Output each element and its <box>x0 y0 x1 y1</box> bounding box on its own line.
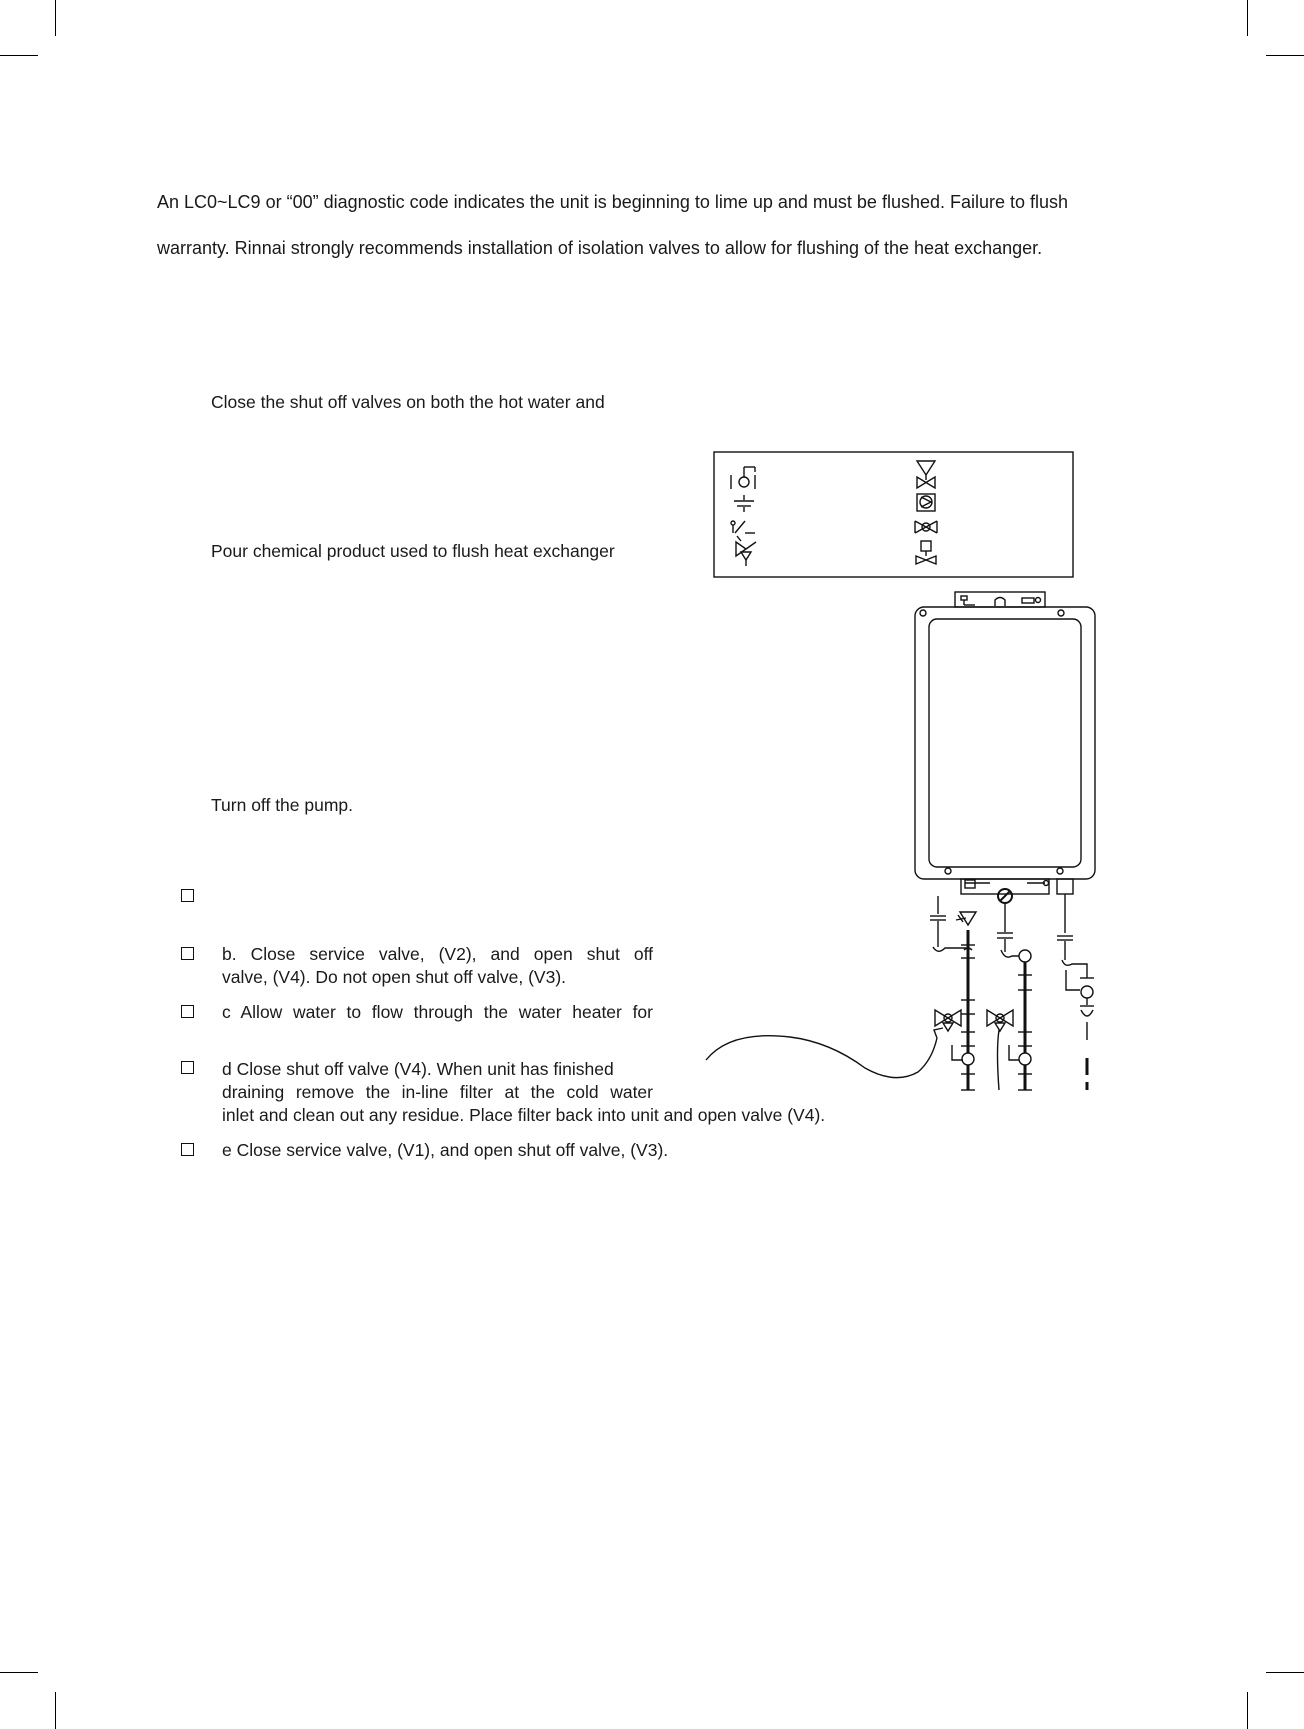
substep-b-line-2: valve, (V4). Do not open shut off valve, (V3). <box>222 967 567 987</box>
legend-symbols-left <box>731 467 756 566</box>
pipe-gas-supply <box>1057 894 1094 1090</box>
heater-front-panel <box>929 619 1081 867</box>
hose-connector <box>934 1028 943 1038</box>
intro-line-1: An LC0~LC9 or “00” diagnostic code indicates the unit is beginning to lime up and must be flushed. Failure to flush <box>157 192 1069 212</box>
step-turn-off-pump: Turn off the pump. <box>211 795 354 815</box>
substep-c-line-1: c Allow water to flow through the water heater for <box>222 1002 653 1022</box>
substep-b-line-1: b. Close service valve, (V2), and open shut off <box>222 944 653 964</box>
substep-e-line-1: e Close service valve, (V1), and open shut off valve, (V3). <box>222 1140 669 1160</box>
pipe-cold-inlet <box>987 904 1032 1090</box>
intro-line-2: warranty. Rinnai strongly recommends installation of isolation valves to allow for flushing of the heat exchanger. <box>157 238 1043 258</box>
step-close-valves: Close the shut off valves on both the hot water and <box>211 392 605 412</box>
flush-hose <box>706 1036 937 1078</box>
step-pour-chemical: Pour chemical product used to flush heat exchanger <box>211 541 615 561</box>
substep-d-line-1: d Close shut off valve (V4). When unit has finished <box>222 1059 614 1079</box>
pipe-hot-outlet <box>930 896 976 1090</box>
legend-symbols-right <box>915 461 937 564</box>
legend-box <box>714 452 1073 577</box>
heater-body <box>915 607 1095 879</box>
substep-d-line-2: draining remove the in-line filter at the cold water <box>222 1082 653 1102</box>
substep-d-line-3: inlet and clean out any residue. Place filter back into unit and open valve (V4). <box>222 1105 826 1125</box>
